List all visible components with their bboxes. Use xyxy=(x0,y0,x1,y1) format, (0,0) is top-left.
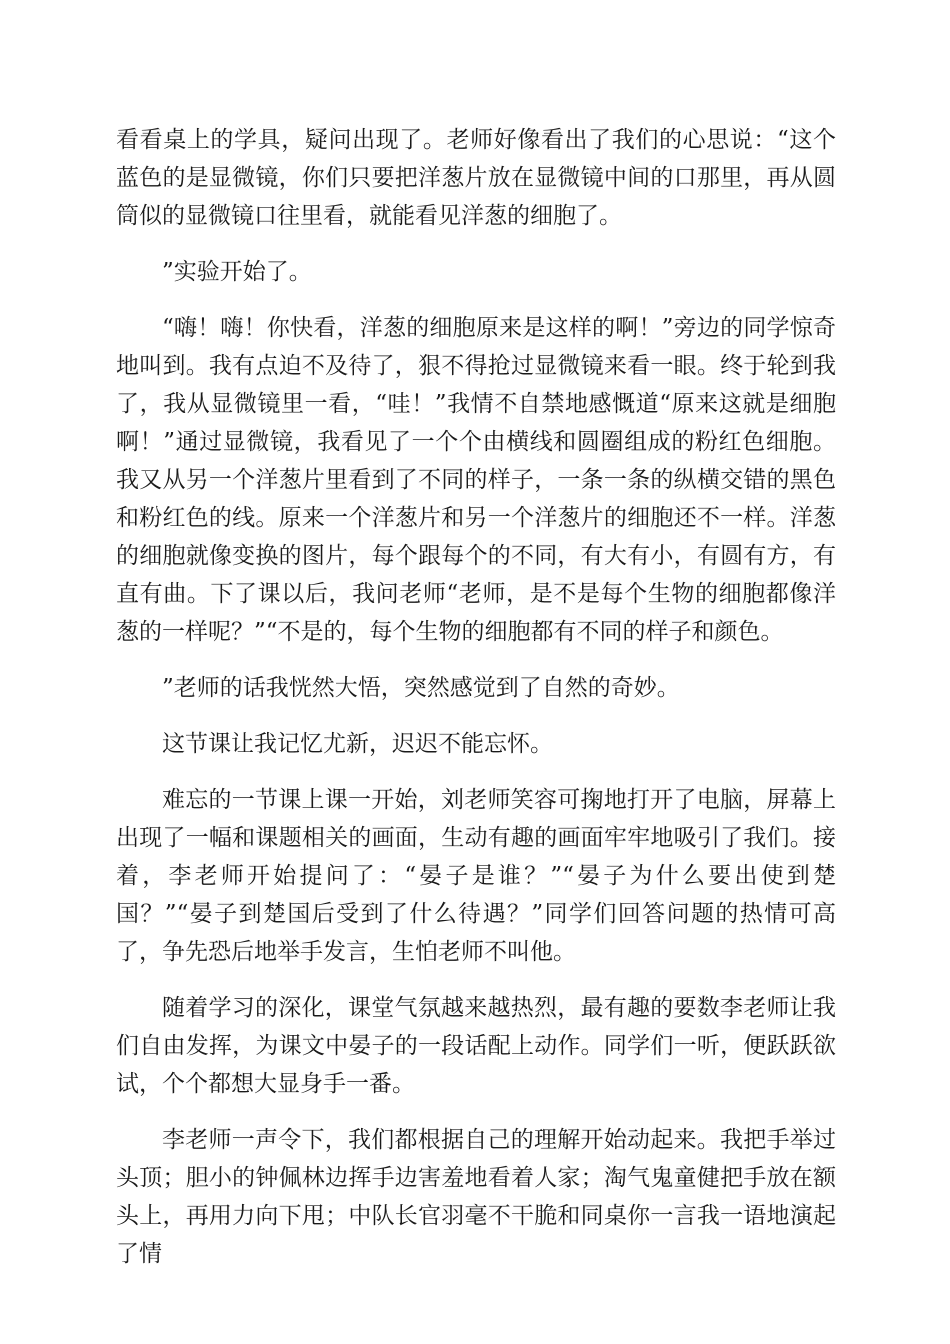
paragraph: 这节课让我记忆尤新，迟迟不能忘怀。 xyxy=(162,731,553,757)
paragraph: ”实验开始了。 xyxy=(162,259,312,285)
paragraph: ”老师的话我恍然大悟，突然感觉到了自然的奇妙。 xyxy=(162,675,680,701)
paragraph: 随着学习的深化，课堂气氛越来越热烈，最有趣的要数李老师让我们自由发挥，为课文中晏子的一段话配上动作。同学们一听，便跃跃欲试，个个都想大显身手一番。 xyxy=(116,995,836,1097)
paragraph: 看看桌上的学具，疑问出现了。老师好像看出了我们的心思说：“这个蓝色的是显微镜，你们只要把洋葱片放在显微镜中间的口那里，再从圆筒似的显微镜口往里看，就能看见洋葱的细胞了。 xyxy=(116,127,836,229)
paragraph: “嗨！嗨！你快看，洋葱的细胞原来是这样的啊！”旁边的同学惊奇地叫到。我有点迫不及待了，狠不得抢过显微镜来看一眼。终于轮到我了，我从显微镜里一看，“哇！”我情不自禁地感慨道“原来这就是细胞啊！”通过显微镜，我看见了一个个由横线和圆圈组成的粉红色细胞。我又从另一个洋葱片里看到了不同的样子，一条一条的纵横交错的黑色和粉红色的线。原来一个洋葱片和另一个洋葱片的细胞还不一样。洋葱的细胞就像变换的图片，每个跟每个的不同，有大有小，有圆有方，有直有曲。下了课以后，我问老师“老师，是不是每个生物的细胞都像洋葱的一样呢？”“不是的，每个生物的细胞都有不同的样子和颜色。 xyxy=(116,315,836,645)
document-page xyxy=(116,121,836,1291)
paragraph: 李老师一声令下，我们都根据自己的理解开始动起来。我把手举过头顶；胆小的钟佩林边挥手边害羞地看着人家；淘气鬼童健把手放在额头上，再用力向下甩；中队长官羽毫不干脆和同桌你一言我一语地演起了情 xyxy=(116,1127,836,1267)
paragraph: 难忘的一节课上课一开始，刘老师笑容可掬地打开了电脑，屏幕上出现了一幅和课题相关的画面，生动有趣的画面牢牢地吸引了我们。接着，李老师开始提问了：“晏子是谁？”“晏子为什么要出使到楚国？”“晏子到楚国后受到了什么待遇？”同学们回答问题的热情可高了，争先恐后地举手发言，生怕老师不叫他。 xyxy=(116,787,836,965)
